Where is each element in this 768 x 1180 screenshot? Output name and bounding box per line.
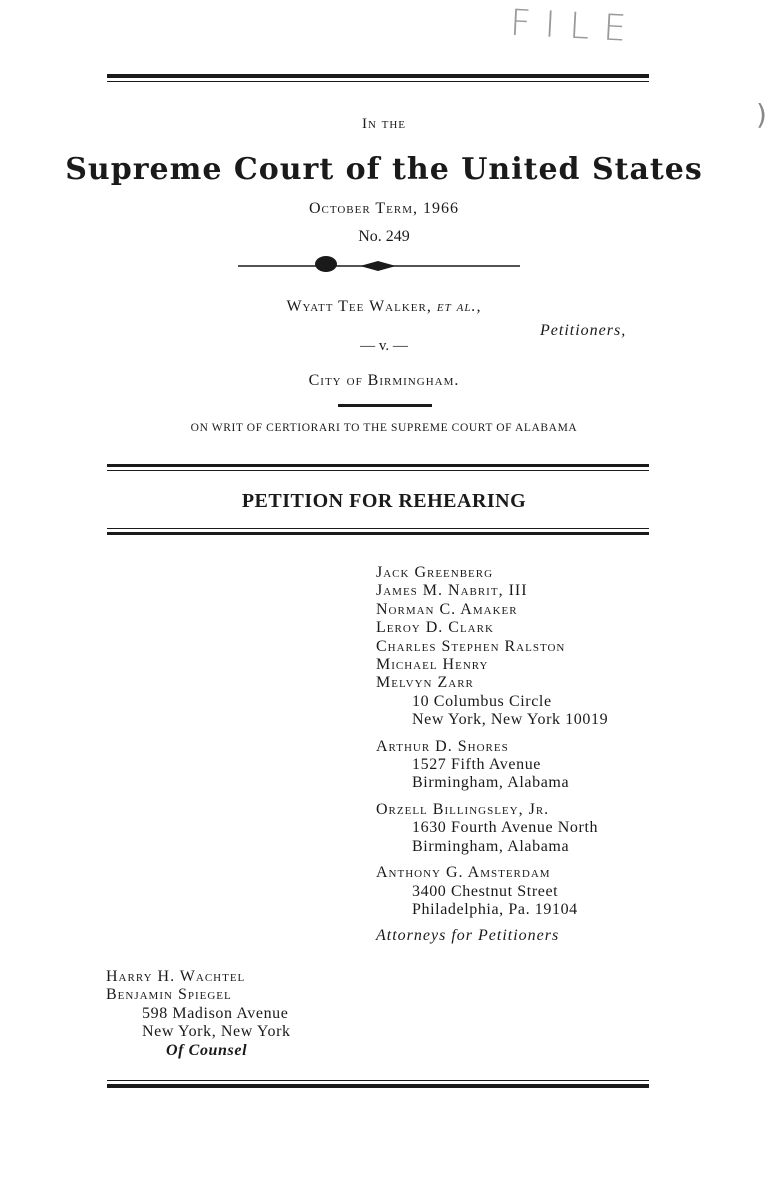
case-number: No. 249 bbox=[358, 228, 410, 245]
attorney-group-4 bbox=[376, 864, 608, 919]
attorney-address: Philadelphia, Pa. 19104 bbox=[412, 900, 578, 918]
attorney-name: Orzell Billingsley, Jr. bbox=[376, 800, 550, 818]
attorney-group-2 bbox=[376, 738, 608, 793]
attorney-name: Anthony G. Amsterdam bbox=[376, 864, 551, 882]
attorney-name: Melvyn Zarr bbox=[376, 674, 474, 692]
counsel-address: New York, New York bbox=[142, 1023, 291, 1041]
attorneys-block bbox=[376, 564, 608, 946]
top-rule bbox=[107, 74, 649, 82]
attorney-address: 10 Columbus Circle bbox=[412, 692, 552, 710]
counsel-address: 598 Madison Avenue bbox=[142, 1004, 289, 1022]
attorney-address: 1527 Fifth Avenue bbox=[412, 756, 542, 774]
attorney-address: 3400 Chestnut Street bbox=[412, 882, 559, 900]
respondent-party: City of Birmingham. bbox=[308, 372, 460, 389]
corner-mark-icon: ) bbox=[756, 98, 767, 131]
title-top-rule bbox=[107, 464, 649, 471]
counsel-role: Of Counsel bbox=[166, 1041, 248, 1059]
writ-line: ON WRIT OF CERTIORARI TO THE SUPREME COURT OF ALABAMA bbox=[190, 422, 578, 434]
term-label: October Term, 1966 bbox=[308, 200, 460, 217]
attorney-address: New York, New York 10019 bbox=[412, 711, 609, 729]
petitioner-name: Wyatt Tee Walker, bbox=[286, 298, 432, 315]
court-name: Supreme Court of the United States bbox=[65, 152, 703, 187]
attorney-name: Jack Greenberg bbox=[376, 564, 494, 581]
petitioner-party bbox=[0, 298, 768, 316]
attorney-name: Leroy D. Clark bbox=[376, 619, 494, 637]
attorney-group-1 bbox=[376, 564, 608, 730]
attorney-address: 1630 Fourth Avenue North bbox=[412, 819, 599, 837]
versus-label: — v. — bbox=[360, 338, 408, 354]
attorney-name: Michael Henry bbox=[376, 656, 489, 674]
counsel-name: Harry H. Wachtel bbox=[106, 968, 246, 985]
counsel-block bbox=[106, 968, 291, 1060]
short-divider bbox=[338, 404, 432, 407]
petitioner-role: Petitioners, bbox=[540, 322, 627, 339]
attorney-name: James M. Nabrit, III bbox=[376, 582, 528, 600]
title-bottom-rule bbox=[107, 528, 649, 535]
attorneys-role: Attorneys for Petitioners bbox=[376, 927, 560, 945]
handwritten-note: FILE bbox=[509, 2, 642, 51]
in-the-label: In the bbox=[361, 116, 407, 132]
petitioner-suffix: et al., bbox=[436, 298, 482, 315]
attorney-address: Birmingham, Alabama bbox=[412, 774, 570, 792]
ornament-divider-icon bbox=[238, 254, 520, 274]
attorney-name: Charles Stephen Ralston bbox=[376, 637, 566, 655]
counsel-name: Benjamin Spiegel bbox=[106, 986, 232, 1004]
attorney-name: Norman C. Amaker bbox=[376, 600, 518, 618]
bottom-rule bbox=[107, 1080, 649, 1088]
attorney-address: Birmingham, Alabama bbox=[412, 837, 570, 855]
attorney-name: Arthur D. Shores bbox=[376, 737, 509, 755]
document-title: PETITION FOR REHEARING bbox=[241, 490, 527, 512]
attorney-group-3 bbox=[376, 801, 608, 856]
